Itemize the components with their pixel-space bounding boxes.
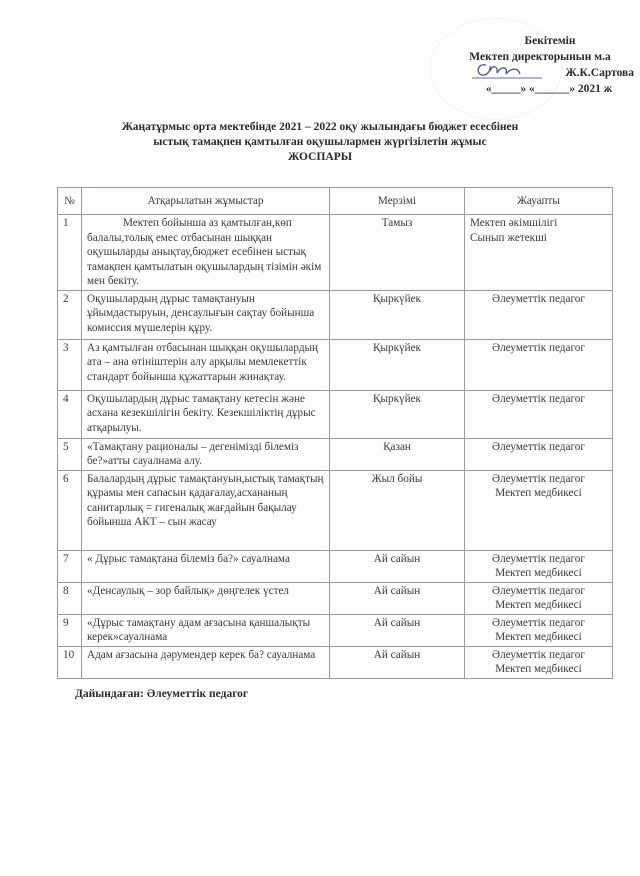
row-term: Жыл бойы: [330, 470, 465, 550]
responsible-person: Әлеуметтік педагог: [492, 341, 585, 354]
row-responsible: [465, 470, 613, 550]
row-num: 7: [58, 550, 82, 582]
approval-block: [440, 33, 640, 97]
prepared-by: Дайындаған: Әлеуметтік педагог: [75, 688, 249, 700]
responsible-person: Әлеуметтік педагог: [492, 584, 585, 597]
table-row: [58, 550, 613, 582]
table-row: [58, 438, 613, 470]
approval-signature-line: [440, 65, 640, 81]
row-task: [82, 614, 330, 646]
responsible-person: Әлеуметтік педагог: [492, 648, 585, 661]
row-term: Тамыз: [330, 215, 465, 291]
title-line-3: ЖОСПАРЫ: [287, 151, 353, 163]
table-row: [58, 470, 613, 550]
responsible-person: Мектеп медбикесі: [495, 599, 582, 611]
row-num: 5: [58, 438, 82, 470]
row-task: [82, 646, 330, 678]
row-task-text: Мектеп бойынша аз қамтылған,көп балалы,толық емес отбасынан шыққан оқушыларды анықтау,бюджет есебінен ыстық тамақпен қамтылатын оқушылардың тізімін әкім мен бекіту.: [87, 217, 322, 287]
row-num: 3: [58, 339, 82, 390]
row-task-text: «Дұрыс тамақтану адам ағзасына қаншалықты керек»сауалнама: [87, 616, 311, 643]
row-responsible: [465, 290, 613, 339]
row-num: 9: [58, 614, 82, 646]
row-task-text: Аз қамтылған отбасынан шыққан оқушылардың ата – ана өтініштерін алу арқылы мемлекеттік стандарт бойынша құжаттарын жинақтау.: [87, 341, 319, 383]
row-task: [82, 550, 330, 582]
table-row: [58, 339, 613, 390]
header-task: Атқарылатын жұмыстар: [82, 188, 330, 215]
responsible-person: Әлеуметтік педагог: [492, 552, 585, 565]
row-responsible: [465, 646, 613, 678]
table-header-row: [58, 188, 613, 215]
row-term: Қыркүйек: [330, 390, 465, 438]
responsible-person: Әлеуметтік педагог: [492, 616, 585, 629]
title-line-1: Жаңатұрмыс орта мектебінде 2021 – 2022 оқу жылындағы бюджет есесбінен: [121, 121, 519, 133]
row-responsible: [465, 339, 613, 390]
row-task: [82, 582, 330, 614]
responsible-person: Әлеуметтік педагог: [492, 292, 585, 305]
row-task: [82, 470, 330, 550]
row-task: [82, 438, 330, 470]
approval-date: «_____» «______» 2021 ж: [485, 83, 613, 95]
row-responsible: [465, 390, 613, 438]
row-term: Қазан: [330, 438, 465, 470]
table-row: [58, 646, 613, 678]
header-term: Мерзімі: [330, 188, 465, 215]
row-task: [82, 339, 330, 390]
row-task-text: «Тамақтану рационалы – дегеніміздi білеміз бе?»атты сауалнама алу.: [87, 440, 299, 467]
responsible-person: Әлеуметтік педагог: [492, 440, 585, 453]
table-row: [58, 215, 613, 291]
row-task: [82, 290, 330, 339]
row-responsible: [465, 582, 613, 614]
responsible-person: Әлеуметтік педагог: [492, 392, 585, 405]
row-term: Ай сайын: [330, 582, 465, 614]
director-name: Ж.К.Сартова: [565, 67, 634, 79]
row-num: 1: [58, 215, 82, 291]
row-term: Қыркүйек: [330, 290, 465, 339]
responsible-person: Мектеп әкімшілігі: [470, 217, 558, 229]
row-term: Ай сайын: [330, 614, 465, 646]
row-responsible: [465, 215, 613, 291]
row-responsible: [465, 614, 613, 646]
table-row: [58, 390, 613, 438]
responsible-person: Мектеп медбикесі: [495, 663, 582, 675]
table-row: [58, 614, 613, 646]
row-task-text: Оқушылардың дұрыс тамақтану кетесін және асхана кезекшілігін бекіту. Кезекшіліктің дұрыс атқарылуы.: [87, 392, 316, 434]
row-num: 8: [58, 582, 82, 614]
row-num: 6: [58, 470, 82, 550]
table-row: [58, 290, 613, 339]
row-task-text: « Дұрыс тамақтана білеміз ба?» сауалнама: [87, 552, 290, 565]
header-num: №: [58, 188, 82, 215]
row-num: 4: [58, 390, 82, 438]
responsible-person: Мектеп медбикесі: [495, 567, 582, 579]
responsible-person: Сынып жетекші: [470, 231, 547, 244]
row-term: Ай сайын: [330, 550, 465, 582]
row-task-text: Оқушылардың дұрыс тамақтануын ұйымдастыруын, денсаулығын сақтау бойынша комиссия мүшелерін құру.: [87, 292, 315, 334]
row-term: Ай сайын: [330, 646, 465, 678]
responsible-person: Мектеп медбикесі: [495, 631, 582, 643]
row-task-text: Балалардың дұрыс тамақтануын,ыстық тамақтың құрамы мен сапасын қадағалау,асхананың санитарлық = гигеналық жағдайын бақылау бойынша АКТ – сын жасау: [87, 472, 324, 528]
responsible-person: Мектеп медбикесі: [495, 487, 582, 499]
approval-position: Мектеп директорынын м.а: [469, 51, 611, 63]
approval-heading: Бекітемін: [524, 35, 576, 47]
signature-image: [472, 59, 542, 81]
plan-table: [57, 187, 613, 679]
row-term: Қыркүйек: [330, 339, 465, 390]
row-responsible: [465, 438, 613, 470]
document-title: [110, 120, 530, 165]
row-num: 2: [58, 290, 82, 339]
row-responsible: [465, 550, 613, 582]
header-responsible: Жауапты: [465, 188, 613, 215]
row-task-text: «Денсаулық – зор байлық» дөңгелек үстел: [87, 584, 290, 597]
title-line-2: ыстық тамақпен қамтылған оқушылармен жүргізілетін жұмыс: [153, 136, 487, 148]
table-row: [58, 582, 613, 614]
row-num: 10: [58, 646, 82, 678]
row-task: [82, 215, 330, 291]
row-task: [82, 390, 330, 438]
responsible-person: Әлеуметтік педагог: [492, 472, 585, 485]
row-task-text: Адам ағзасына дәрумендер керек ба? сауалнама: [87, 648, 316, 661]
